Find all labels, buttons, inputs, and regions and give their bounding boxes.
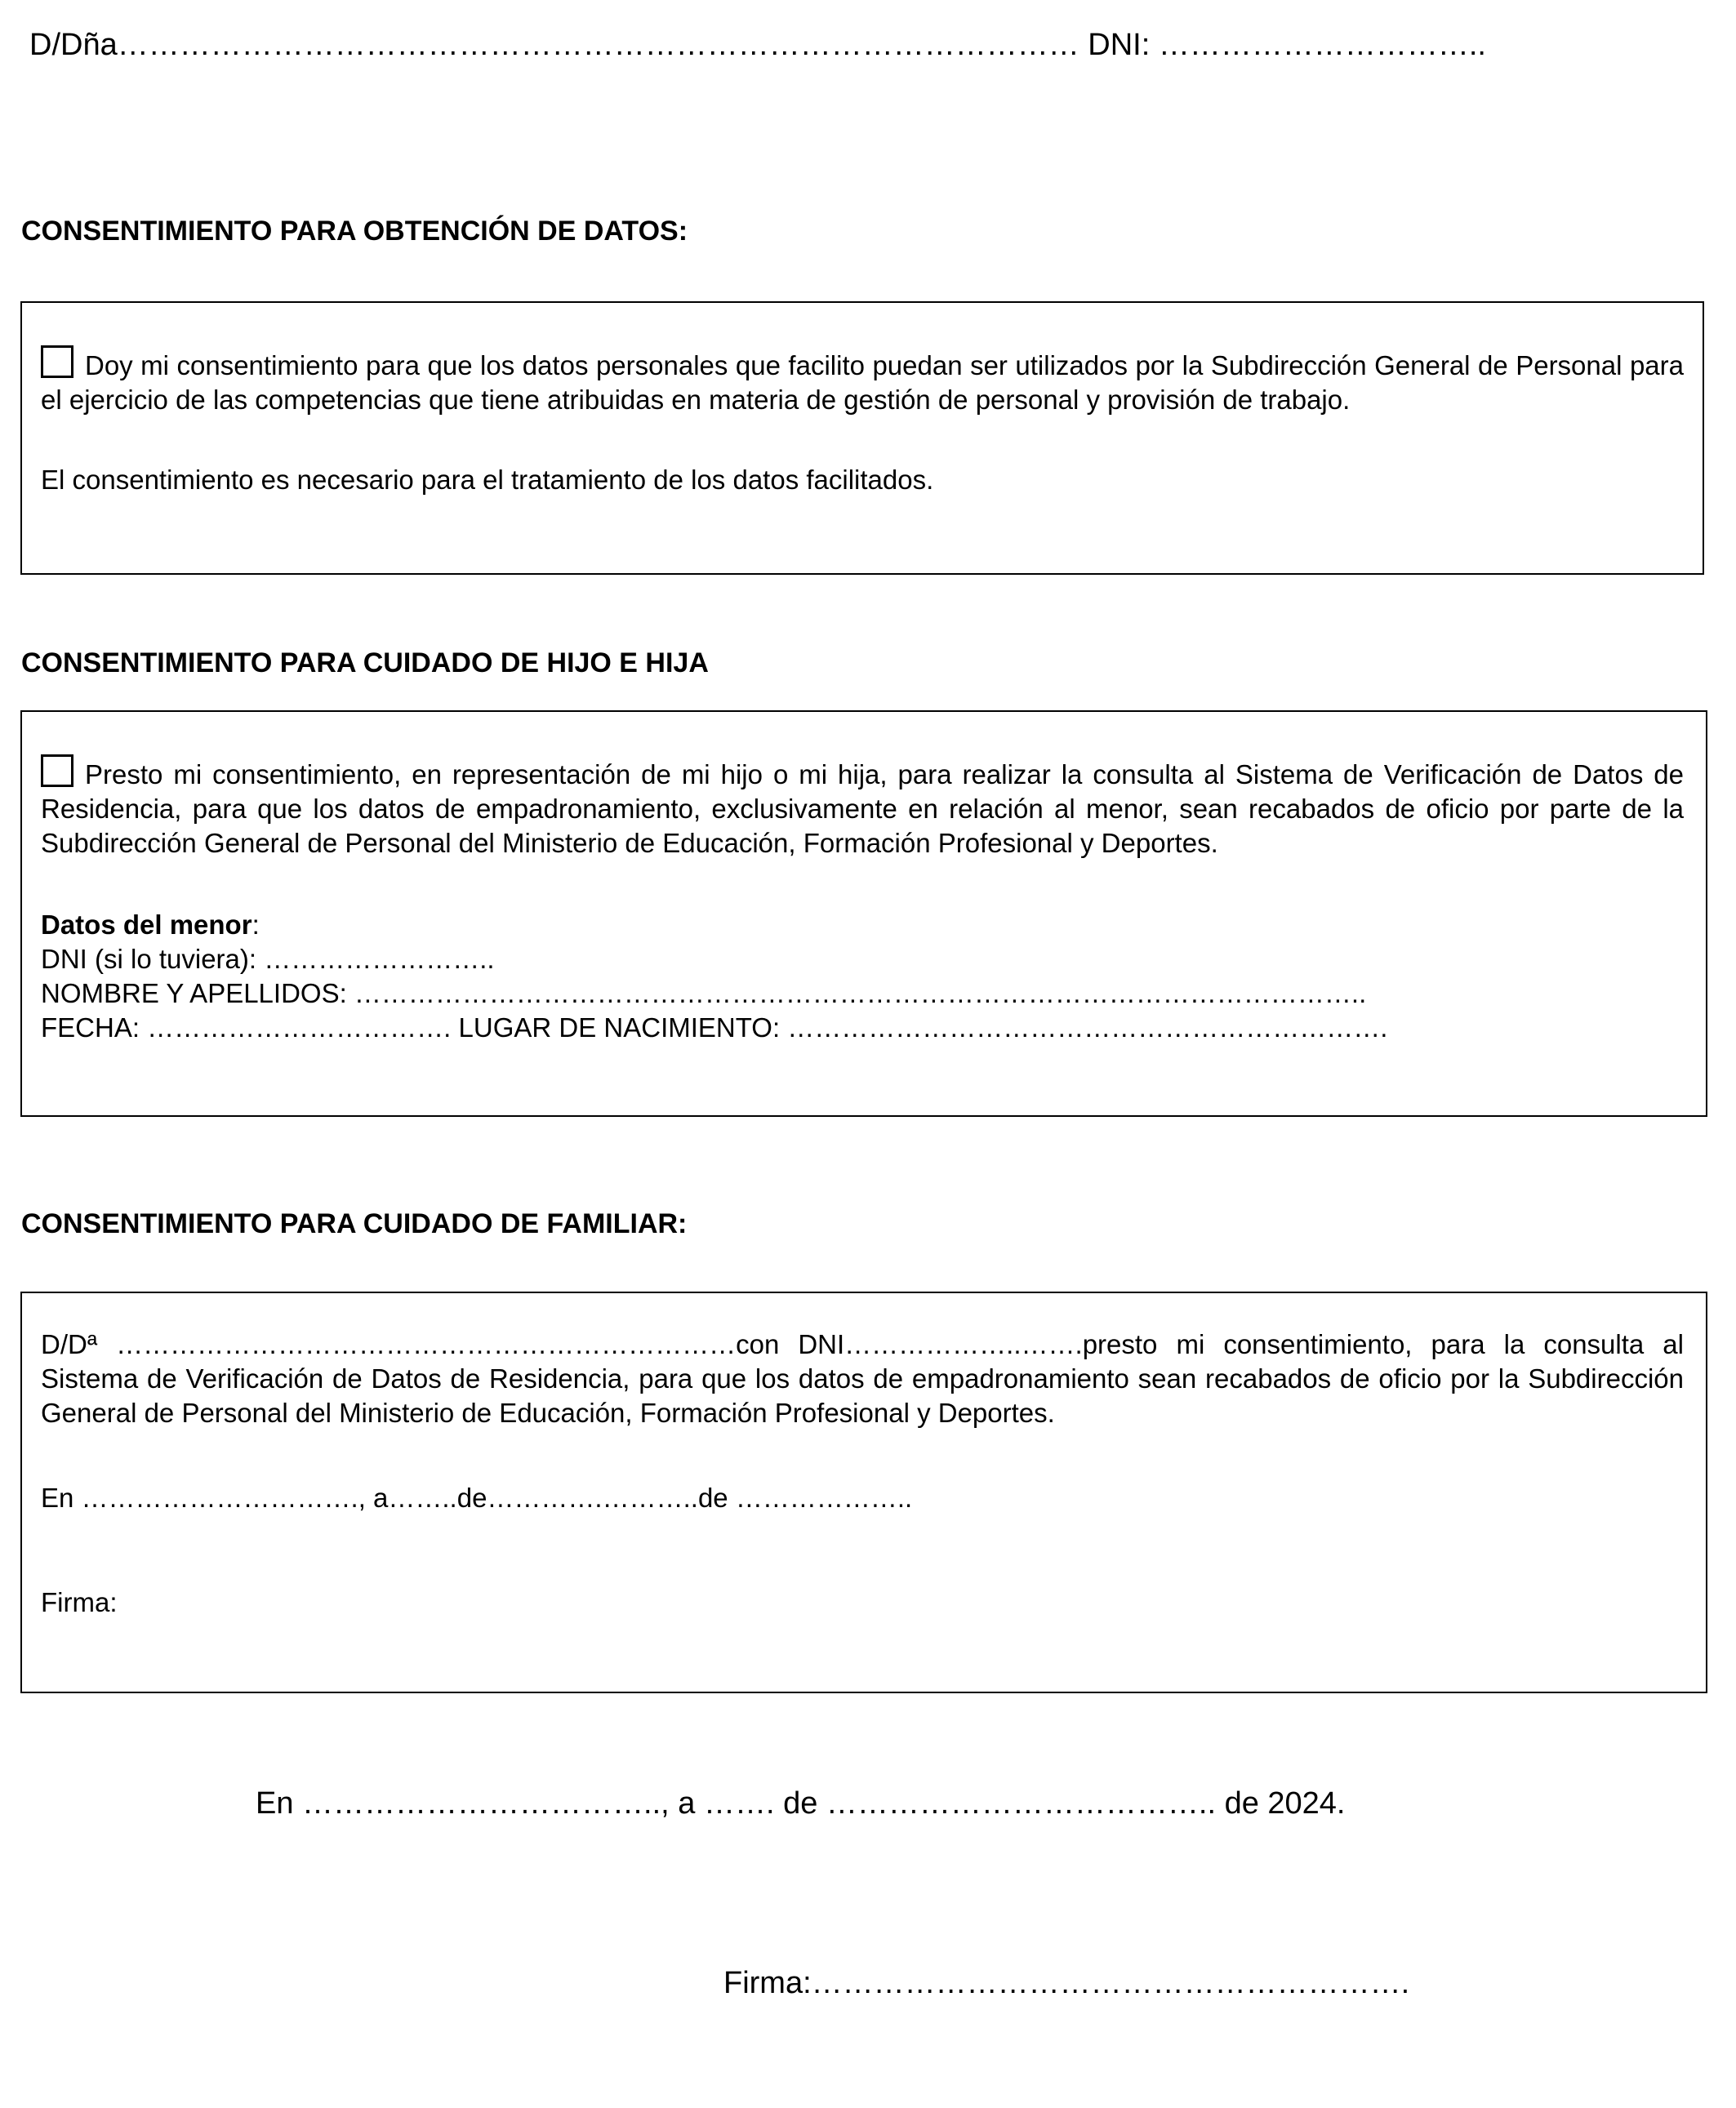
data-consent-checkbox[interactable] <box>41 345 73 378</box>
child-care-text: Presto mi consentimiento, en representación de mi hijo o mi hija, para realizar la consulta al Sistema de Verificación de Datos de Residencia, para que los datos de empadronamiento, exclusivamente en relación al menor, sean recabados de oficio por parte de la Subdirección General de Personal del Ministerio de Educación, Formación Profesional y Deportes. <box>41 759 1684 858</box>
applicant-line <box>29 28 1486 63</box>
minor-dni-field[interactable]: DNI (si lo tuviera): …………………….. <box>41 944 495 974</box>
child-care-paragraph <box>41 754 1684 861</box>
minor-data-colon: : <box>251 909 260 940</box>
minor-birth-field[interactable]: FECHA: ……………………………. LUGAR DE NACIMIENTO: …………………………………………………………. <box>41 1012 1388 1043</box>
family-care-box <box>20 1292 1707 1693</box>
section-heading-family-care: CONSENTIMIENTO PARA CUIDADO DE FAMILIAR: <box>21 1208 688 1239</box>
minor-name-field[interactable]: NOMBRE Y APELLIDOS: ………………………………………………………………………………………………….. <box>41 978 1367 1008</box>
section-heading-child-care: CONSENTIMIENTO PARA CUIDADO DE HIJO E HIJA <box>21 647 709 678</box>
child-care-box <box>20 710 1707 1117</box>
family-care-text[interactable]: D/Dª ……………………………………………………………con DNI………………..…….presto mi consentimiento, para la consulta al Sistema de Verificación de Datos de Residencia, para que los datos de empadronamiento sean recabados de oficio por la Subdirección General de Personal del Ministerio de Educación, Formación Profesional y Deportes. <box>41 1329 1684 1428</box>
section-heading-data-consent: CONSENTIMIENTO PARA OBTENCIÓN DE DATOS: <box>21 216 688 247</box>
applicant-name-label: D/Dña <box>29 28 118 62</box>
applicant-dni-label: DNI: <box>1088 28 1151 62</box>
applicant-dni-field[interactable]: ………………………….. <box>1158 28 1486 62</box>
footer-signature[interactable]: Firma:…………………………………………………. <box>723 1966 1410 2000</box>
family-care-place-date[interactable]: En …………………………., a……..de………….………..de ……………….. <box>41 1483 913 1513</box>
data-consent-paragraph <box>41 345 1684 417</box>
data-consent-note: El consentimiento es necesario para el tratamiento de los datos facilitados. <box>41 465 934 495</box>
data-consent-box <box>20 301 1704 575</box>
applicant-name-field[interactable]: ………………………………………………………………………………… <box>117 28 1079 62</box>
data-consent-text: Doy mi consentimiento para que los datos personales que facilito puedan ser utilizados por la Subdirección General de Personal para el ejercicio de las competencias que tiene atribuidas en materia de gestión de personal y provisión de trabajo. <box>41 350 1684 415</box>
child-care-checkbox[interactable] <box>41 754 73 787</box>
minor-data-title: Datos del menor <box>41 909 252 940</box>
footer-place-date[interactable]: En …………………………….., a ……. de ……………………………….. de 2024. <box>256 1786 1346 1821</box>
family-care-signature[interactable]: Firma: <box>41 1587 118 1617</box>
minor-data-label <box>41 909 260 941</box>
